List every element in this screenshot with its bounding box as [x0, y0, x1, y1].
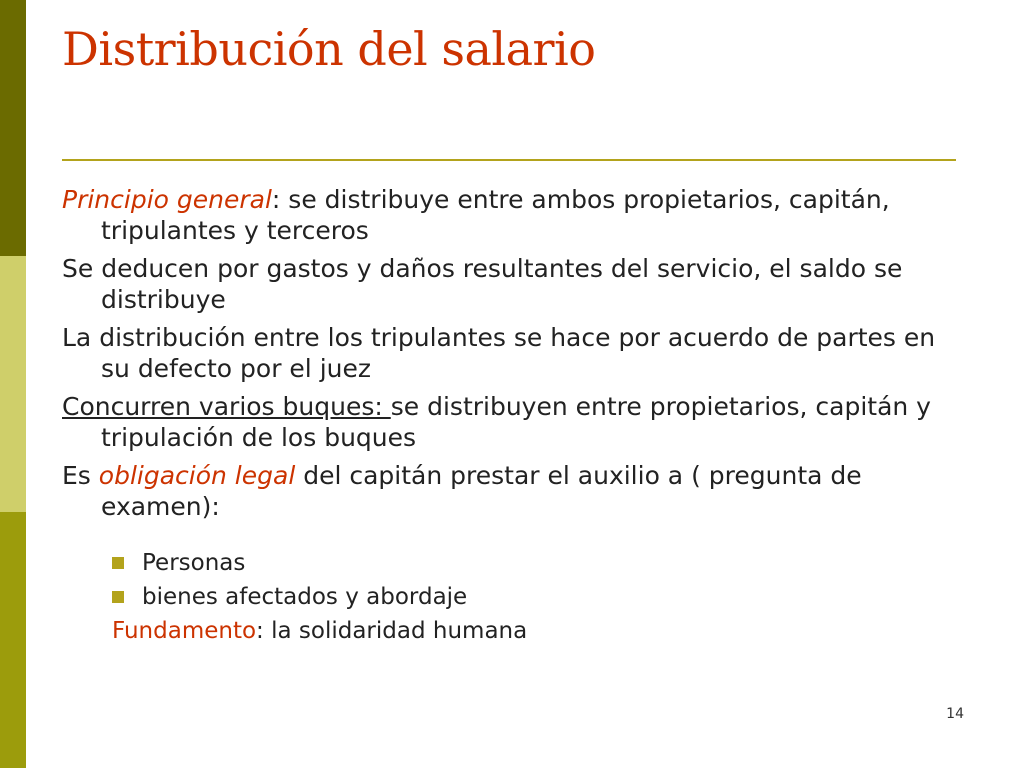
square-bullet-icon: [112, 557, 124, 569]
side-bar-middle: [0, 256, 26, 512]
fundamento-label: Fundamento: [112, 618, 257, 644]
paragraph-concurren: [62, 391, 962, 453]
paragraph-obligacion: [62, 460, 962, 522]
list-item-label: bienes afectados y abordaje: [142, 583, 468, 610]
side-bar-top: [0, 0, 26, 256]
fundamento-text: : la solidaridad humana: [256, 618, 528, 644]
paragraph-distribucion: [62, 322, 962, 384]
side-bar-bottom: [0, 512, 26, 768]
paragraph-deducen: [62, 253, 962, 315]
obligacion-pre: Es: [62, 461, 99, 490]
fundamento-line: [112, 614, 962, 648]
page-number: 14: [946, 706, 964, 722]
obligacion-text: del capitán prestar el auxilio a ( pregunta de examen):: [101, 461, 862, 521]
sub-list: [112, 546, 962, 614]
list-item: [112, 580, 962, 614]
title-divider: [62, 159, 956, 161]
concurren-text: se distribuyen entre propietarios, capitán y tripulación de los buques: [101, 392, 931, 452]
distribucion-text: La distribución entre los tripulantes se hace por acuerdo de partes en su defecto por el juez: [62, 323, 936, 383]
principio-text: : se distribuye entre ambos propietarios, capitán, tripulantes y terceros: [101, 185, 890, 245]
slide-title: Distribución del salario: [62, 22, 596, 76]
list-item: [112, 546, 962, 580]
list-item-label: Personas: [142, 549, 246, 576]
principio-label: Principio general: [62, 185, 272, 214]
concurren-label: Concurren varios buques:: [62, 392, 391, 421]
obligacion-label: obligación legal: [98, 461, 296, 490]
slide-body: [62, 184, 962, 648]
square-bullet-icon: [112, 591, 124, 603]
paragraph-principio: [62, 184, 962, 246]
deducen-text: Se deducen por gastos y daños resultantes del servicio, el saldo se distribuye: [62, 254, 903, 314]
